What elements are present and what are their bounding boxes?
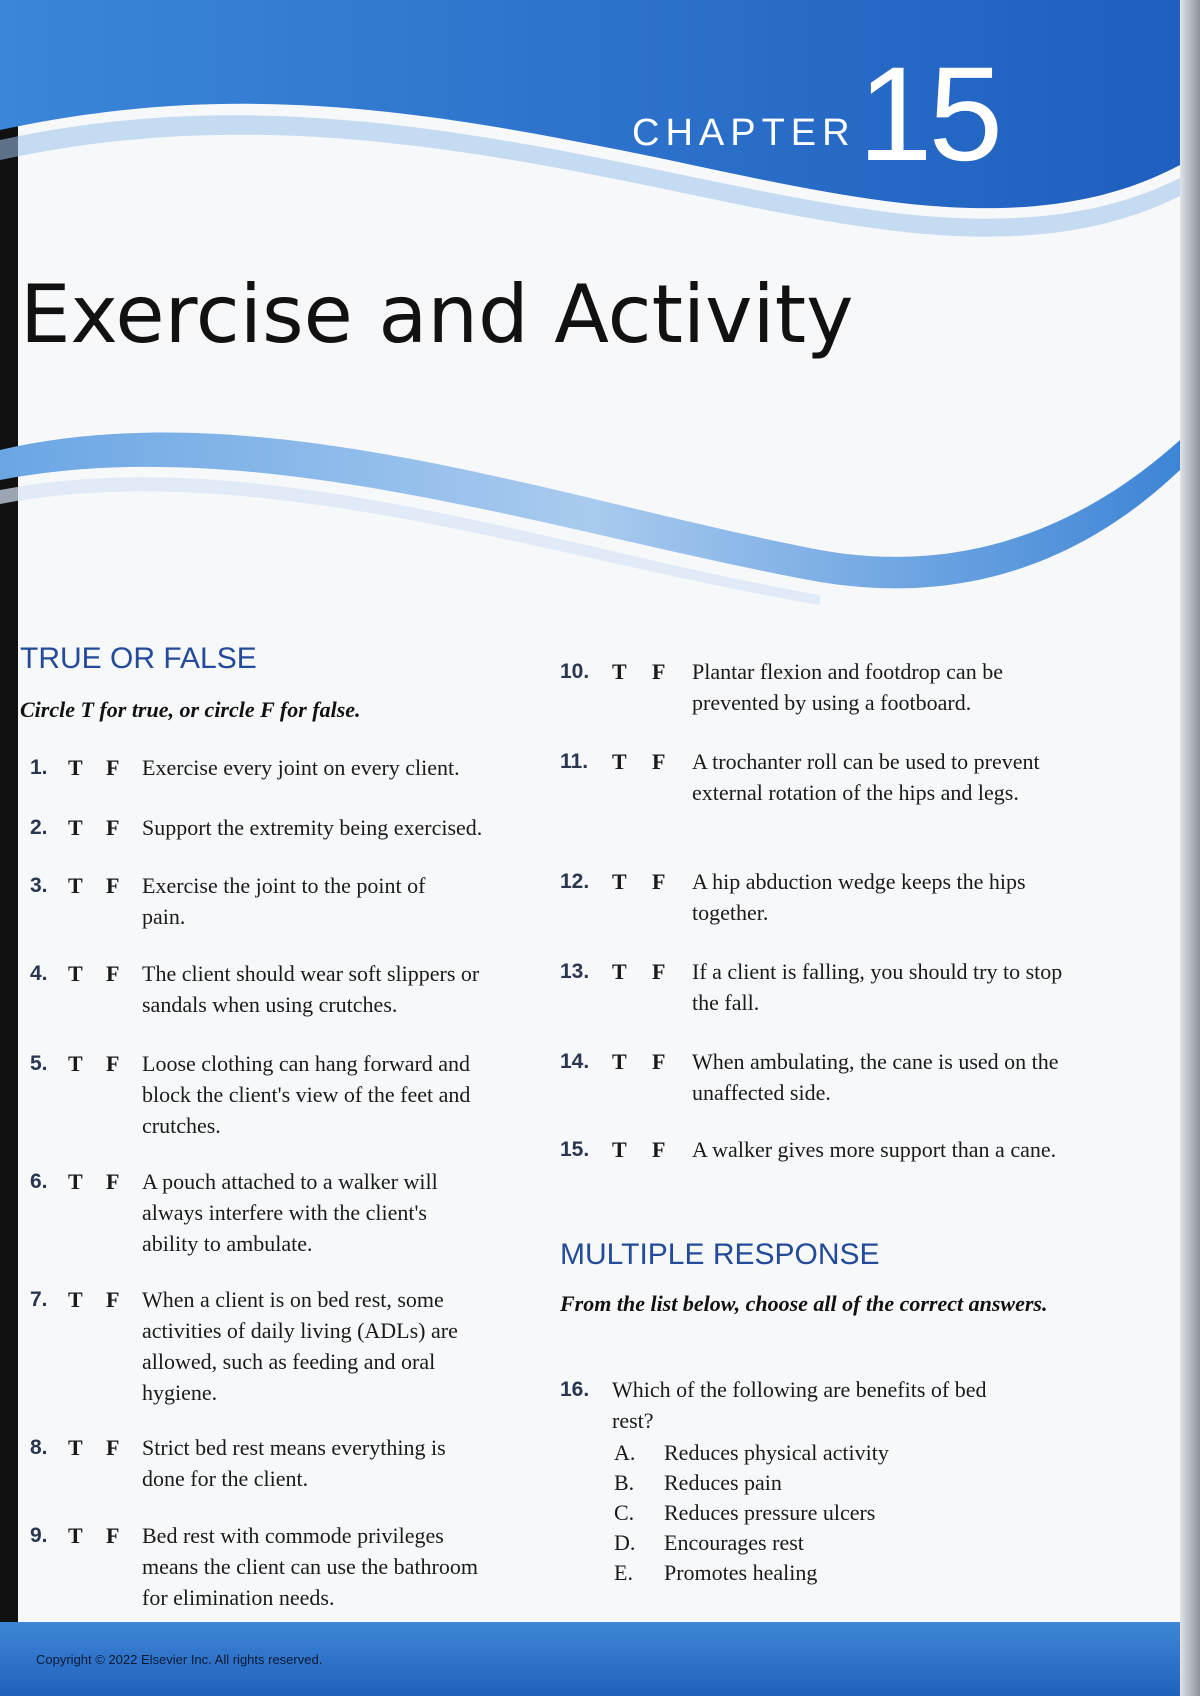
question-text: When a client is on bed rest, some activities of daily living (ADLs) are allowed, such as feeding and oral hygiene. [142,1287,458,1405]
tf-question-13 [560,956,1080,1018]
false-option[interactable]: F [106,1435,120,1460]
tf-question-4 [30,958,510,1020]
chapter-number: 15 [858,40,1000,189]
page-title: Exercise and Activity [20,268,854,361]
header-wave [0,0,1180,250]
false-option[interactable]: F [106,1051,120,1076]
question-text: Support the extremity being exercised. [142,815,483,840]
copyright-notice: Copyright © 2022 Elsevier Inc. All rights reserved. [36,1652,323,1667]
question-number: 16. [560,1378,590,1401]
true-option[interactable]: T [612,959,627,984]
tf-question-12 [560,866,1080,928]
option-letter: B. [614,1470,635,1495]
false-option[interactable]: F [652,659,666,684]
option-b[interactable] [614,1468,1034,1498]
true-option[interactable]: T [68,961,83,986]
true-false-heading: TRUE OR FALSE [20,642,257,675]
question-number: 13. [560,960,590,983]
question-number: 10. [560,660,590,683]
true-option[interactable]: T [68,1287,83,1312]
option-d[interactable] [614,1528,1034,1558]
option-e[interactable] [614,1558,1034,1588]
question-text: Which of the following are benefits of bed rest? [612,1377,987,1433]
false-option[interactable]: F [106,815,120,840]
tf-question-6 [30,1166,510,1259]
question-number: 5. [30,1052,48,1075]
true-option[interactable]: T [68,1169,83,1194]
question-text: If a client is falling, you should try to stop the fall. [692,959,1063,1015]
false-option[interactable]: F [106,961,120,986]
question-number: 6. [30,1170,48,1193]
chapter-label: CHAPTER [632,112,856,154]
option-c[interactable] [614,1498,1034,1528]
question-number: 7. [30,1288,48,1311]
tf-question-10 [560,656,1080,718]
option-letter: A. [614,1440,636,1465]
false-option[interactable]: F [106,873,120,898]
option-text: Reduces physical activity [664,1440,889,1465]
question-number: 2. [30,816,48,839]
question-text: A walker gives more support than a cane. [692,1137,1057,1162]
option-letter: C. [614,1500,635,1525]
false-option[interactable]: F [106,1169,120,1194]
false-option[interactable]: F [106,1287,120,1312]
question-text: Exercise the joint to the point of pain. [142,873,426,929]
question-number: 11. [560,750,589,773]
option-text: Reduces pain [664,1470,782,1495]
true-false-instruction: Circle T for true, or circle F for false. [20,697,361,722]
question-number: 12. [560,870,590,893]
question-number: 4. [30,962,48,985]
title-wave [0,400,1180,610]
question-text: Strict bed rest means everything is done for the client. [142,1435,446,1491]
question-number: 9. [30,1524,48,1547]
tf-question-9 [30,1520,510,1613]
multiple-response-instruction: From the list below, choose all of the correct answers. [560,1291,1048,1316]
question-number: 8. [30,1436,48,1459]
false-option[interactable]: F [106,1523,120,1548]
option-text: Encourages rest [664,1530,804,1555]
false-option[interactable]: F [106,755,120,780]
tf-question-14 [560,1046,1080,1108]
question-text: Loose clothing can hang forward and block the client's view of the feet and crutches. [142,1051,471,1138]
true-option[interactable]: T [612,749,627,774]
false-option[interactable]: F [652,869,666,894]
tf-question-5 [30,1048,510,1141]
page-right-edge [1180,0,1200,1696]
true-option[interactable]: T [612,659,627,684]
false-option[interactable]: F [652,1049,666,1074]
tf-question-11 [560,746,1080,839]
false-option[interactable]: F [652,749,666,774]
question-text: Exercise every joint on every client. [142,755,460,780]
question-text: A trochanter roll can be used to prevent external rotation of the hips and legs. [692,749,1040,805]
true-option[interactable]: T [612,1049,627,1074]
page-left-edge [0,0,18,1696]
tf-question-1 [30,752,510,783]
question-number: 15. [560,1138,590,1161]
question-text: The client should wear soft slippers or sandals when using crutches. [142,961,480,1017]
question-text: Bed rest with commode privileges means the client can use the bathroom for elimination needs. [142,1523,478,1610]
question-number: 14. [560,1050,590,1073]
multiple-response-heading: MULTIPLE RESPONSE [560,1238,880,1271]
tf-question-2 [30,812,510,843]
question-number: 1. [30,756,48,779]
tf-question-7 [30,1284,510,1408]
false-option[interactable]: F [652,1137,666,1162]
question-text: Plantar flexion and footdrop can be prevented by using a footboard. [692,659,1003,715]
option-text: Reduces pressure ulcers [664,1500,876,1525]
tf-question-8 [30,1432,510,1494]
true-option[interactable]: T [68,1051,83,1076]
true-option[interactable]: T [68,1435,83,1460]
question-text: A pouch attached to a walker will always interfere with the client's ability to ambulate. [142,1169,438,1256]
question-text: When ambulating, the cane is used on the unaffected side. [692,1049,1059,1105]
option-a[interactable] [614,1438,1034,1468]
option-letter: E. [614,1560,633,1585]
question-text: A hip abduction wedge keeps the hips together. [692,869,1026,925]
true-option[interactable]: T [68,1523,83,1548]
true-option[interactable]: T [612,1137,627,1162]
true-option[interactable]: T [68,755,83,780]
true-option[interactable]: T [68,815,83,840]
mr-question-16 [560,1374,1080,1436]
true-option[interactable]: T [68,873,83,898]
option-letter: D. [614,1530,636,1555]
tf-question-15 [560,1134,1080,1196]
true-option[interactable]: T [612,869,627,894]
option-text: Promotes healing [664,1560,818,1585]
question-number: 3. [30,874,48,897]
false-option[interactable]: F [652,959,666,984]
tf-question-3 [30,870,510,932]
